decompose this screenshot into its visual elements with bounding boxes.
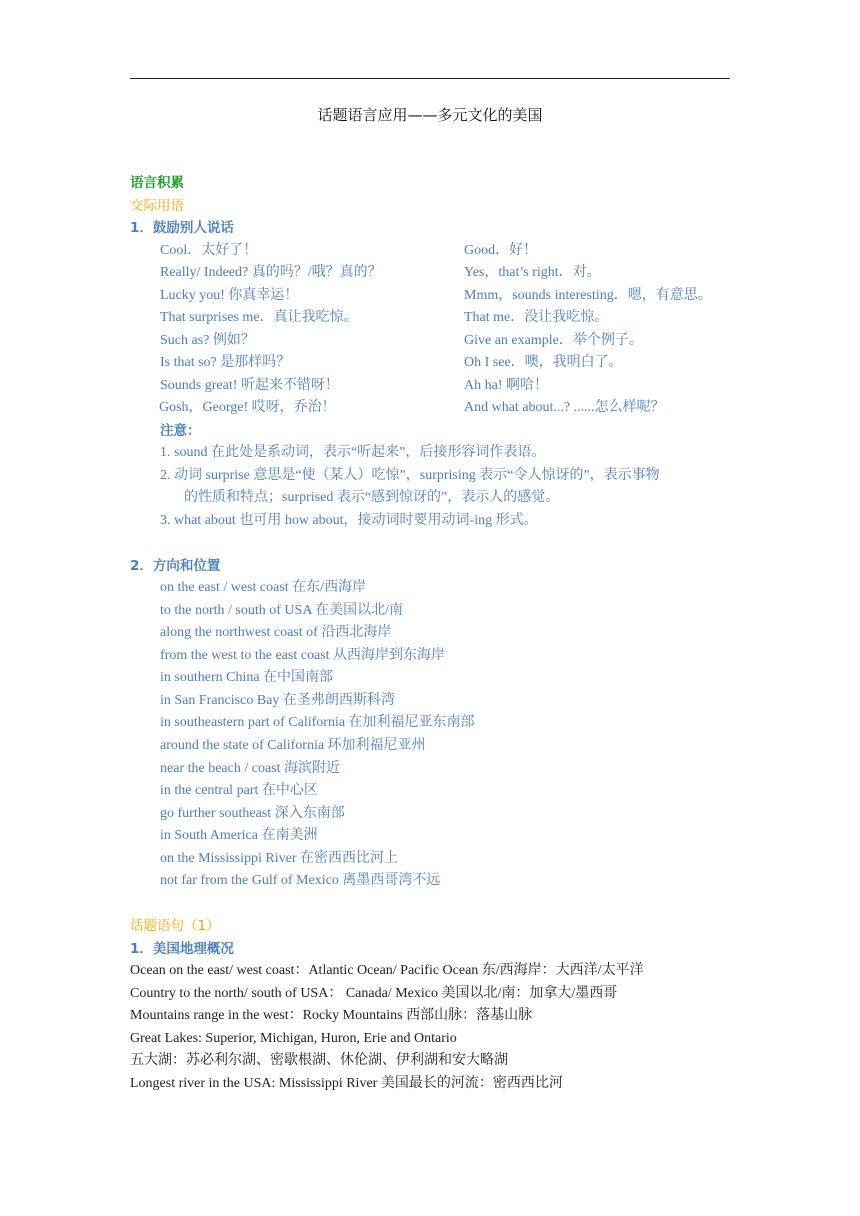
location-phrase: in southeastern part of California 在加利福尼亚东南部 [160,715,475,730]
phrase-left: Really/ Indeed? 真的吗？/哦？真的？ [160,265,382,280]
phrase-right: That me．没让我吃惊。 [464,310,609,325]
phrase-left: Sounds great! 听起来不错呀！ [160,378,339,393]
location-phrase: in southern China 在中国南部 [160,670,334,685]
phrase-left: Such as? 例如？ [160,333,255,348]
phrase-right: Mmm，sounds interesting．嗯，有意思。 [464,288,712,303]
location-phrase: along the northwest coast of 沿西北海岸 [160,625,392,640]
note-line: 3. what about 也可用 how about，接动词时要用动词-ing 形式。 [160,513,538,528]
phrase-right: Good．好！ [464,243,538,258]
location-phrase: to the north / south of USA 在美国以北/南 [160,603,404,618]
note-line: 1. sound 在此处是系动词，表示“听起来”，后接形容词作表语。 [160,445,546,460]
location-phrase: around the state of California 环加利福尼亚州 [160,738,426,753]
phrase-left: Cool．太好了！ [160,243,258,258]
phrase-left: That surprises me．真让我吃惊。 [160,310,358,325]
location-phrase: from the west to the east coast 从西海岸到东海岸 [160,648,446,663]
phrase-right: Yes，that’s right．对。 [464,265,601,280]
topic-heading: 2．方向和位置 [130,558,221,574]
phrase-right: And what about...? ......怎么样呢？ [464,400,665,415]
location-phrase: in San Francisco Bay 在圣弗朗西斯科湾 [160,693,395,708]
phrase-right: Oh I see．噢，我明白了。 [464,355,623,370]
location-phrase: on the Mississippi River 在密西西比河上 [160,851,399,866]
location-phrase: in South America 在南美洲 [160,828,318,843]
note-label: 注意： [160,423,201,439]
section-heading: 语言积累 [130,175,184,191]
location-phrase: on the east / west coast 在东/西海岸 [160,580,367,595]
note-line: 2. 动词 surprise 意思是“使（某人）吃惊”，surprising 表示“令人惊讶的”，表示事物 [160,468,660,483]
geography-line: Great Lakes: Superior, Michigan, Huron, Erie and Ontario [130,1031,457,1046]
topic-heading: 1．美国地理概况 [130,941,234,957]
geography-line: 五大湖：苏必利尔湖、密歇根湖、休伦湖、伊利湖和安大略湖 [130,1053,508,1068]
geography-line: Country to the north/ south of USA： Canada/ Mexico 美国以北/南：加拿大/墨西哥 [130,986,618,1001]
subsection-heading: 话题语句（1） [130,918,220,934]
top-rule [130,78,730,79]
location-phrase: go further southeast 深入东南部 [160,806,345,821]
subsection-heading: 交际用语 [130,198,184,214]
phrase-right: Give an example．举个例子。 [464,333,643,348]
topic-heading: 1．鼓励别人说话 [130,220,234,236]
phrase-left: Lucky you! 你真幸运！ [160,288,299,303]
geography-line: Ocean on the east/ west coast：Atlantic Ocean/ Pacific Ocean 东/西海岸：大西洋/太平洋 [130,963,644,978]
note-line: 的性质和特点；surprised 表示“感到惊讶的”，表示人的感觉。 [184,490,560,505]
phrase-left: Is that so? 是那样吗？ [160,355,291,370]
location-phrase: near the beach / coast 海滨附近 [160,761,340,776]
location-phrase: not far from the Gulf of Mexico 离墨西哥湾不远 [160,873,441,888]
page-title: 话题语言应用——多元文化的美国 [317,106,543,124]
geography-line: Longest river in the USA: Mississippi River 美国最长的河流：密西西比河 [130,1076,563,1091]
phrase-left: Gosh，George! 哎呀，乔治！ [159,400,336,415]
location-phrase: in the central part 在中心区 [160,783,318,798]
phrase-right: Ah ha! 啊哈！ [464,378,548,393]
geography-line: Mountains range in the west：Rocky Mountains 西部山脉：落基山脉 [130,1008,533,1023]
